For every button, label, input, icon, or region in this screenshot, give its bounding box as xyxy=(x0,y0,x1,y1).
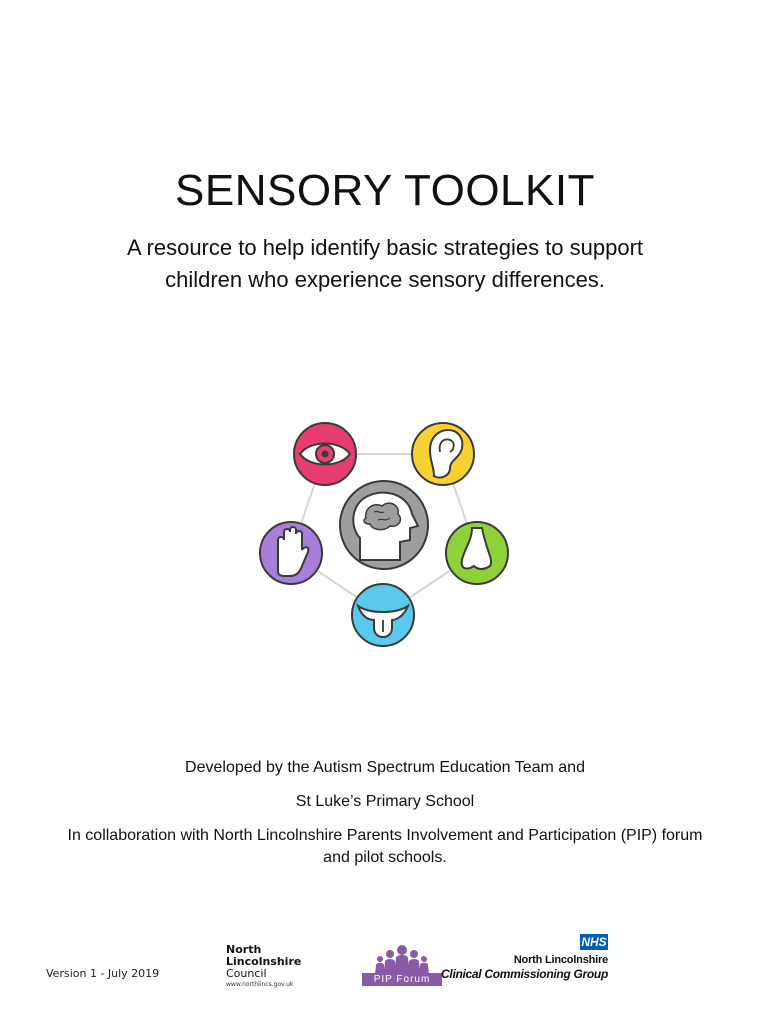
council-url: www.northlincs.gov.uk xyxy=(226,981,294,988)
tongue-icon xyxy=(352,584,414,646)
pip-people-icon xyxy=(358,944,446,974)
version-label: Version 1 - July 2019 xyxy=(46,967,160,980)
document-title: SENSORY TOOLKIT xyxy=(175,166,595,215)
credit-line-3: In collaboration with North Lincolnshire Parents Involvement and Participation (PIP) forum and pilot schools. xyxy=(67,827,703,866)
council-logo xyxy=(226,944,306,989)
hand-icon xyxy=(260,522,322,584)
pip-forum-text: PIP Forum xyxy=(362,973,442,986)
nose-icon xyxy=(446,522,508,584)
council-name-line3: Council xyxy=(226,967,267,980)
ear-icon xyxy=(412,423,474,485)
pip-forum-logo xyxy=(358,944,446,986)
eye-icon xyxy=(294,423,356,485)
credit-line-2: St Luke’s Primary School xyxy=(295,793,475,810)
senses-illustration xyxy=(238,400,528,665)
nhs-logo: NHS xyxy=(581,935,607,949)
brain-head-icon xyxy=(340,481,428,569)
ccg-logo xyxy=(440,954,608,981)
credit-line-1: Developed by the Autism Spectrum Education Team and xyxy=(185,759,585,776)
council-name-line1: North xyxy=(226,943,262,956)
ccg-line1: North Lincolnshire xyxy=(513,954,608,966)
council-name-line2: Lincolnshire xyxy=(226,955,302,968)
document-subtitle: A resource to help identify basic strategies to support children who experience sensory differences. xyxy=(126,235,644,292)
ccg-line2: Clinical Commissioning Group xyxy=(441,967,608,981)
